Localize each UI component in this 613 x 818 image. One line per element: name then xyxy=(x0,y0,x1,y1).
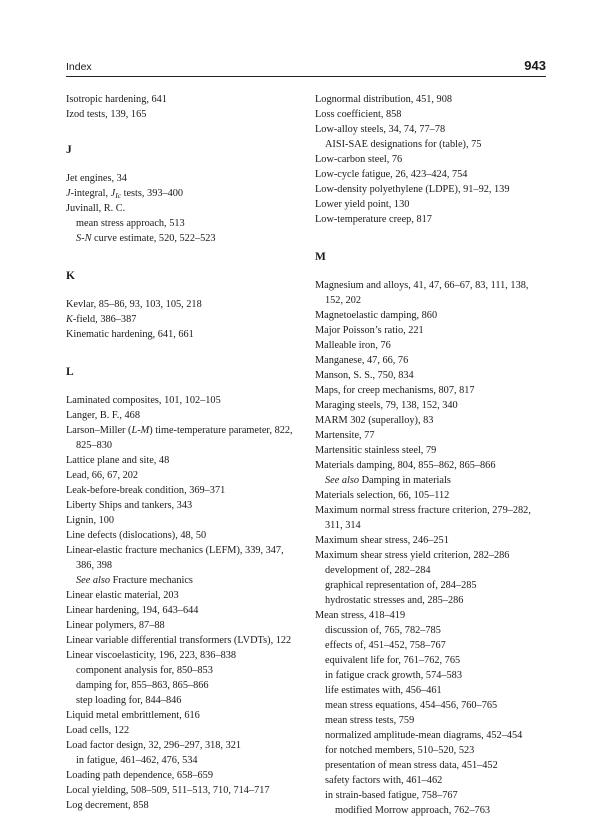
index-entry: Kevlar, 85–86, 93, 103, 105, 218 xyxy=(66,299,202,310)
index-entry: J-integral, $J_{Ic}$ tests, 393–400 xyxy=(66,188,184,200)
index-subsubentry: modified Morrow approach, 762–763 xyxy=(335,805,490,816)
index-subentry: effects of, 451–452, 758–767 xyxy=(325,640,446,651)
index-entry: Maximum normal stress fracture criterion, 279–282, 311, 314 xyxy=(315,505,531,531)
index-entry: Manson, S. S., 750, 834 xyxy=(315,370,414,381)
index-entry: MARM 302 (superalloy), 83 xyxy=(315,415,434,426)
index-entry: Liquid metal embrittlement, 616 xyxy=(66,710,200,721)
letter-heading-k: K xyxy=(66,270,75,282)
index-entry: Martensitic stainless steel, 79 xyxy=(315,445,437,456)
index-subentry: S-N curve estimate, 520, 522–523 xyxy=(76,233,216,244)
index-subentry: in fatigue crack growth, 574–583 xyxy=(325,670,462,681)
index-entry: Maximum shear stress yield criterion, 282–286 xyxy=(315,550,510,561)
index-subentry: for notched members, 510–520, 523 xyxy=(325,745,475,756)
index-entry: Low-cycle fatigue, 26, 423–424, 754 xyxy=(315,169,468,180)
cross-reference: See also Fracture mechanics xyxy=(76,575,193,586)
index-entry: Materials selection, 66, 105–112 xyxy=(315,490,450,501)
index-entry: Izod tests, 139, 165 xyxy=(66,109,147,120)
index-entry: Linear viscoelasticity, 196, 223, 836–838 xyxy=(66,650,237,661)
index-entry: Jet engines, 34 xyxy=(66,173,127,184)
section-label: Index xyxy=(66,61,92,73)
index-subentry: life estimates with, 456–461 xyxy=(325,685,442,696)
index-entry: Major Poisson’s ratio, 221 xyxy=(315,325,424,336)
index-entry: Lignin, 100 xyxy=(66,515,115,526)
index-entry: Leak-before-break condition, 369–371 xyxy=(66,485,226,496)
index-subentry: component analysis for, 850–853 xyxy=(76,665,213,676)
index-entry: Magnesium and alloys, 41, 47, 66–67, 83, 111, 138, 152, 202 xyxy=(315,280,529,306)
index-entry: Langer, B. F., 468 xyxy=(66,410,140,421)
index-subentry: AISI-SAE designations for (table), 75 xyxy=(325,139,482,150)
index-entry: Linear elastic material, 203 xyxy=(66,590,179,601)
index-subentry: safety factors with, 461–462 xyxy=(325,775,443,786)
index-entry: Low-alloy steels, 34, 74, 77–78 xyxy=(315,124,446,135)
index-subentry: hydrostatic stresses and, 285–286 xyxy=(325,595,464,606)
index-entry: Larson–Miller (L-M) time-temperature parameter, 822, 825–830 xyxy=(66,425,293,451)
index-subentry: equivalent life for, 761–762, 765 xyxy=(325,655,461,666)
index-entry: Materials damping, 804, 855–862, 865–866 xyxy=(315,460,496,471)
index-entry: Linear-elastic fracture mechanics (LEFM), 339, 347, 386, 398 xyxy=(66,545,284,571)
index-subentry: in fatigue, 461–462, 476, 534 xyxy=(76,755,198,766)
index-entry: Liberty Ships and tankers, 343 xyxy=(66,500,193,511)
index-entry: Manganese, 47, 66, 76 xyxy=(315,355,409,366)
index-entry: Line defects (dislocations), 48, 50 xyxy=(66,530,207,541)
index-entry: Lower yield point, 130 xyxy=(315,199,410,210)
letter-heading-m: M xyxy=(315,251,326,263)
index-entry: Load cells, 122 xyxy=(66,725,130,736)
index-entry: Juvinall, R. C. xyxy=(66,203,126,214)
index-entry: Loading path dependence, 658–659 xyxy=(66,770,213,781)
index-subentry: mean stress tests, 759 xyxy=(325,715,415,726)
index-entry: K-field, 386–387 xyxy=(66,314,137,325)
index-entry: Magnetoelastic damping, 860 xyxy=(315,310,438,321)
index-subentry: graphical representation of, 284–285 xyxy=(325,580,477,591)
index-entry: Low-temperature creep, 817 xyxy=(315,214,432,225)
index-entry: Martensite, 77 xyxy=(315,430,375,441)
index-entry: Log decrement, 858 xyxy=(66,800,149,811)
index-entry: Loss coefficient, 858 xyxy=(315,109,402,120)
index-entry: Isotropic hardening, 641 xyxy=(66,94,167,105)
index-entry: Kinematic hardening, 641, 661 xyxy=(66,329,194,340)
header-rule xyxy=(66,76,546,77)
index-entry: Lead, 66, 67, 202 xyxy=(66,470,139,481)
index-entry: Lognormal distribution, 451, 908 xyxy=(315,94,452,105)
letter-heading-j: J xyxy=(66,144,72,156)
index-subentry: mean stress approach, 513 xyxy=(76,218,185,229)
index-subentry: presentation of mean stress data, 451–452 xyxy=(325,760,498,771)
index-subentry: damping for, 855–863, 865–866 xyxy=(76,680,209,691)
index-subentry: mean stress equations, 454–456, 760–765 xyxy=(325,700,498,711)
index-entry: Malleable iron, 76 xyxy=(315,340,391,351)
index-entry: Maximum shear stress, 246–251 xyxy=(315,535,449,546)
index-entry: Laminated composites, 101, 102–105 xyxy=(66,395,221,406)
index-entry: Mean stress, 418–419 xyxy=(315,610,406,621)
index-entry: Maps, for creep mechanisms, 807, 817 xyxy=(315,385,475,396)
index-entry: Local yielding, 508–509, 511–513, 710, 714–717 xyxy=(66,785,270,796)
index-subentry: discussion of, 765, 782–785 xyxy=(325,625,441,636)
index-subentry: in strain-based fatigue, 758–767 xyxy=(325,790,458,801)
index-entry: Lattice plane and site, 48 xyxy=(66,455,170,466)
index-entry: Linear polymers, 87–88 xyxy=(66,620,165,631)
index-column-left xyxy=(66,92,298,813)
index-entry: Low-carbon steel, 76 xyxy=(315,154,403,165)
index-entry: Load factor design, 32, 296–297, 318, 321 xyxy=(66,740,242,751)
letter-heading-l: L xyxy=(66,366,74,378)
index-subentry: normalized amplitude-mean diagrams, 452–454 xyxy=(325,730,523,741)
index-subentry: development of, 282–284 xyxy=(325,565,431,576)
index-subentry: step loading for, 844–846 xyxy=(76,695,182,706)
running-head xyxy=(66,58,546,74)
page-number: 943 xyxy=(524,58,546,73)
index-entry: Linear variable differential transformers (LVDTs), 122 xyxy=(66,635,292,646)
index-entry: Linear hardening, 194, 643–644 xyxy=(66,605,199,616)
cross-reference: See also Damping in materials xyxy=(325,475,451,486)
index-entry: Low-density polyethylene (LDPE), 91–92, 139 xyxy=(315,184,510,195)
index-column-right xyxy=(315,92,547,818)
index-entry: Maraging steels, 79, 138, 152, 340 xyxy=(315,400,458,411)
